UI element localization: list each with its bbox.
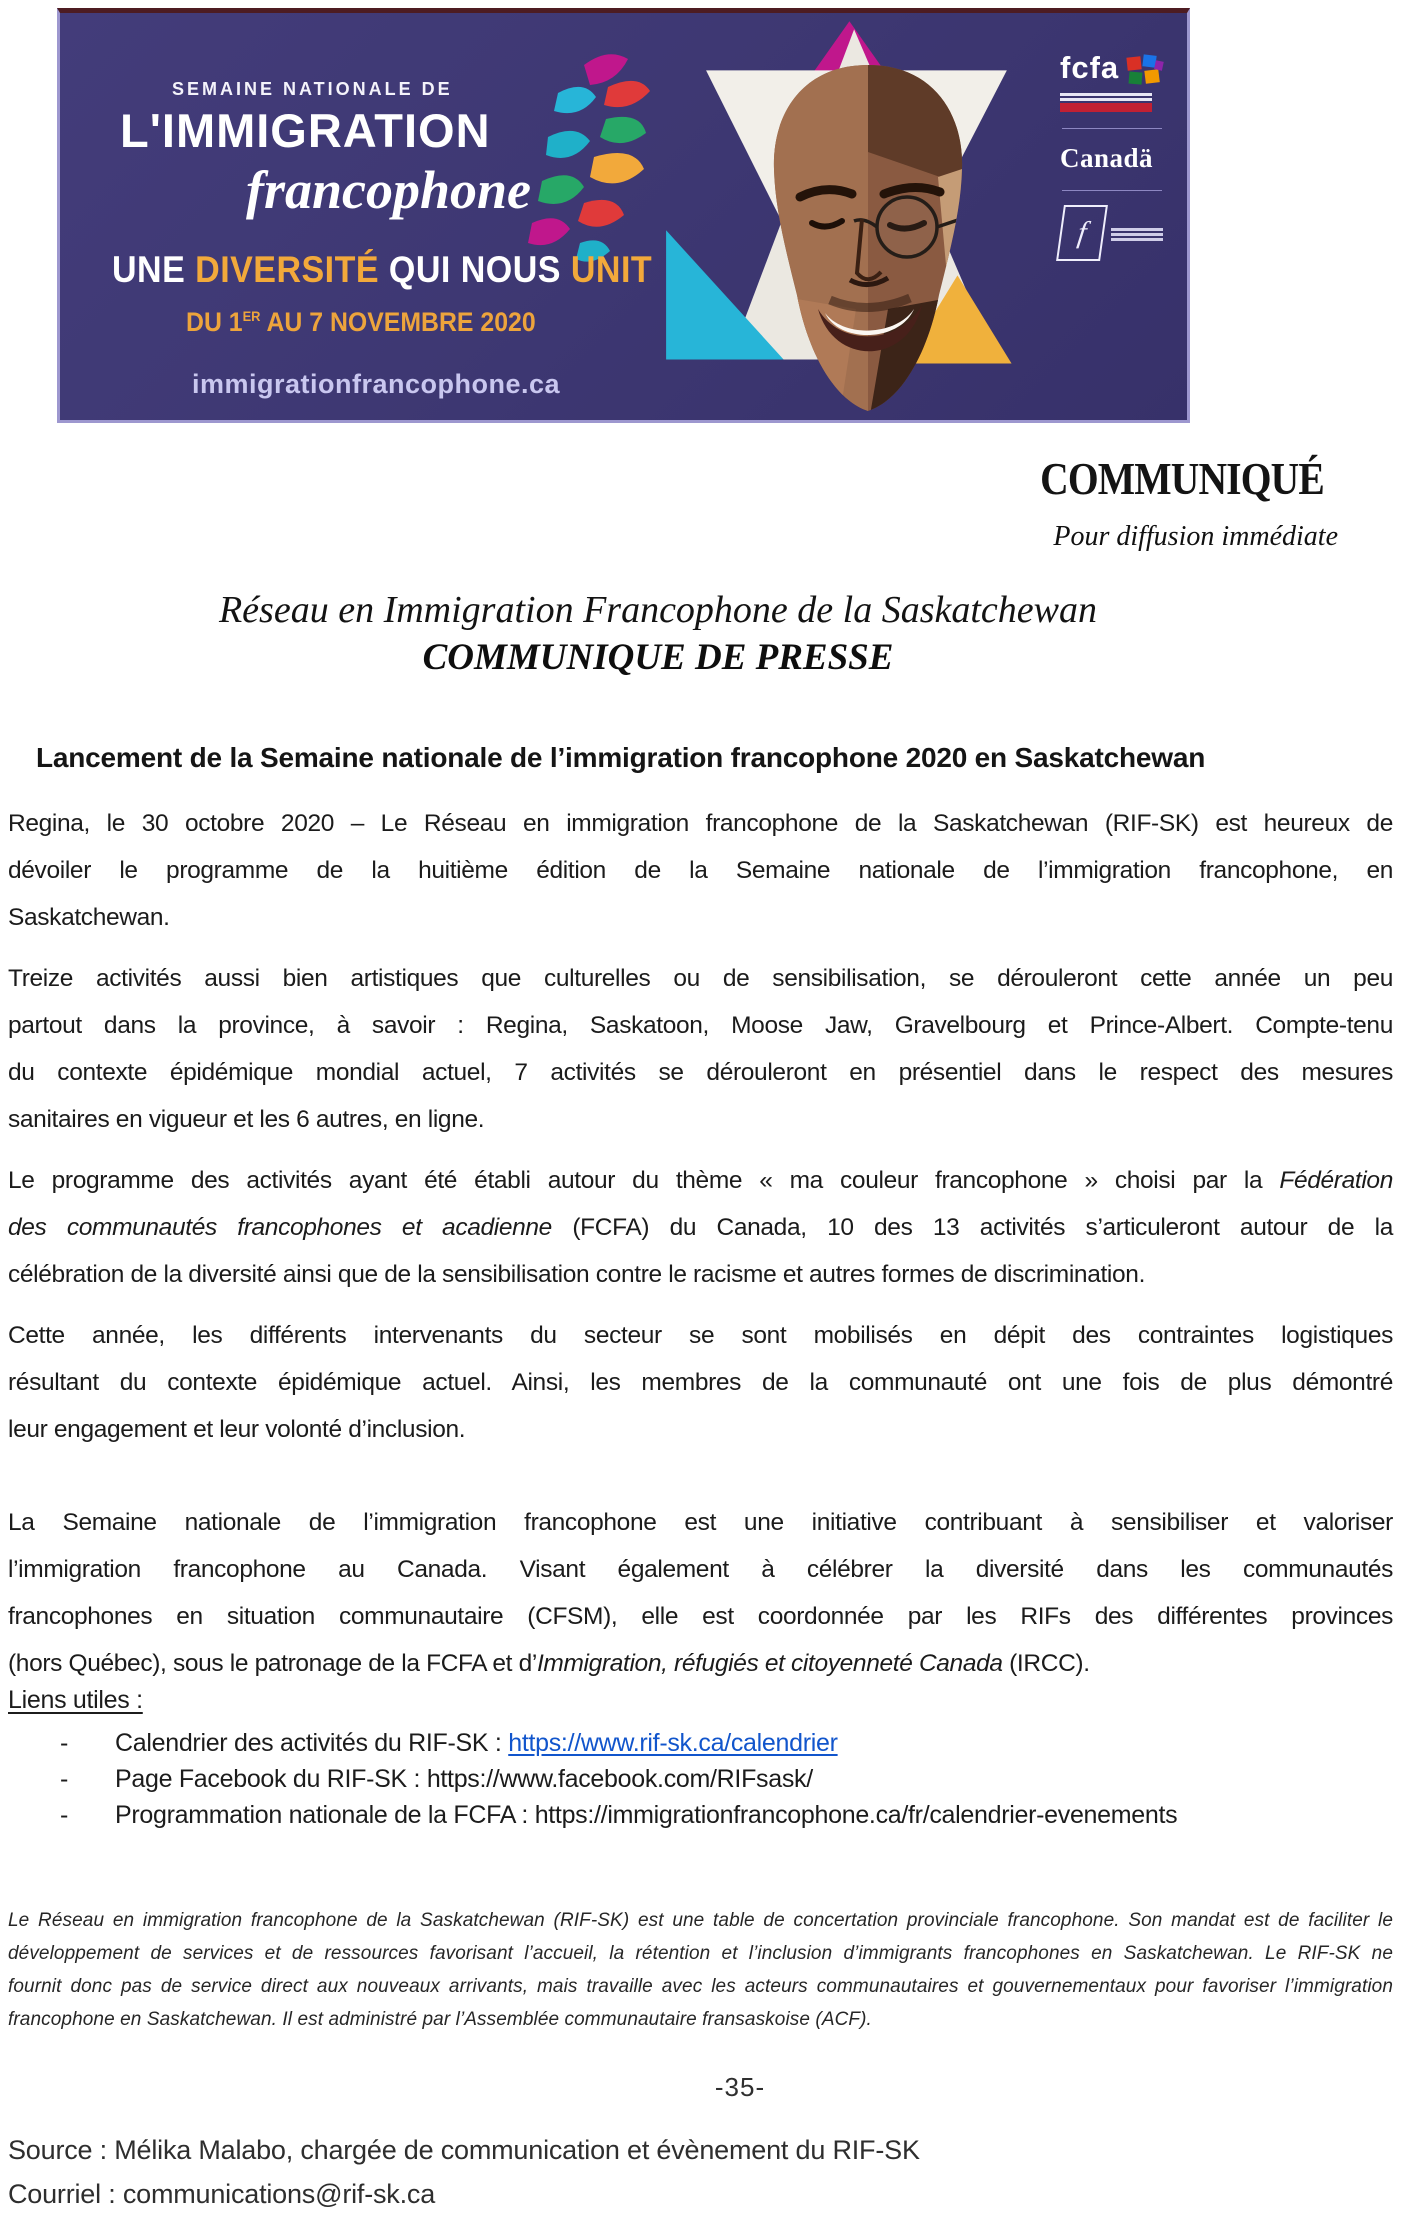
fcfa-wordmark: fcfa bbox=[1060, 50, 1120, 85]
fcfa-logo bbox=[1060, 50, 1185, 89]
release-title: Lancement de la Semaine nationale de l’immigration francophone 2020 en Saskatchewan bbox=[36, 742, 1206, 773]
boilerplate-footnote: Le Réseau en immigration francophone de la Saskatchewan (RIF-SK) est une table de concertation provinciale francophone. Son mandat est de faciliter le développement de services et de ressources favorisant l’accueil, la rétention et l’inclusion d’immigrants francophones en Saskatchewan. Le RIF-SK ne fournit donc pas de service direct aux nouveaux arrivants, mais travaille avec les acteurs communautaires et gouvernementaux pour favoriser l’immigration francophone en Saskatchewan. Il est administré par l’Assemblée communautaire fransaskoise (ACF). bbox=[8, 1910, 1393, 2030]
masthead bbox=[994, 452, 1338, 553]
rif-caption-bars bbox=[1111, 226, 1163, 241]
useful-links-heading: Liens utiles : bbox=[8, 1686, 143, 1714]
smiling-man-photo bbox=[738, 57, 998, 423]
link-item: - Programmation nationale de la FCFA : https://immigrationfrancophone.ca/fr/calendrier-evenements bbox=[60, 1801, 1178, 1829]
body-paragraphs bbox=[8, 800, 1393, 1701]
star-photo-collage bbox=[605, 13, 1075, 423]
paragraph: Regina, le 30 octobre 2020 – Le Réseau en immigration francophone de la Saskatchewan (RIF-SK) est heureux de dévoiler le programme de la huitième édition de la Semaine nationale de l’immigration francophone, en Saskatchewan. bbox=[8, 810, 1393, 931]
logo-divider bbox=[1062, 190, 1162, 191]
contact-block bbox=[8, 2128, 920, 2216]
hyperlink-url[interactable]: https://www.rif-sk.ca/calendrier bbox=[508, 1729, 838, 1757]
press-release-heading: COMMUNIQUE DE PRESSE bbox=[422, 637, 894, 678]
banner-tagline: UNE DIVERSITÉ QUI NOUS UNIT bbox=[112, 249, 653, 290]
canada-wordmark: Canadä bbox=[1060, 143, 1154, 173]
useful-links-list bbox=[8, 1725, 1393, 1833]
paragraph: La Semaine nationale de l’immigration francophone est une initiative contribuant à sensibiliser et valoriser l’immigration francophone au Canada. Visant également à célébrer la diversité dans les communautés francophones en situation communautaire (CFSM), elle est coordonnée par les RIFs des différentes provinces (hors Québec), sous le patronage de la FCFA et d’Immigration, réfugiés et citoyenneté Canada (IRCC). bbox=[8, 1509, 1393, 1677]
logo-divider bbox=[1062, 128, 1162, 129]
partner-logos bbox=[1060, 50, 1185, 261]
page-number: -35- bbox=[714, 2072, 766, 2102]
paragraph: Cette année, les différents intervenants du secteur se sont mobilisés en dépit des contraintes logistiques résultant du contexte épidémique actuel. Ainsi, les membres de la communauté ont une fois de plus démontré leur engagement et leur volonté d’inclusion. bbox=[8, 1322, 1393, 1443]
link-label: Programmation nationale de la FCFA : bbox=[115, 1801, 535, 1829]
useful-links-section bbox=[8, 1686, 1393, 1833]
link-item: - Calendrier des activités du RIF-SK : https://www.rif-sk.ca/calendrier bbox=[60, 1729, 838, 1757]
event-banner bbox=[57, 8, 1190, 423]
banner-title: L'IMMIGRATION bbox=[120, 104, 491, 157]
link-item: - Page Facebook du RIF-SK : https://www.facebook.com/RIFsask/ bbox=[60, 1765, 813, 1793]
rif-f-icon: f bbox=[1056, 205, 1108, 261]
banner-subtitle: francophone bbox=[246, 160, 532, 220]
banner-website: immigrationfrancophone.ca bbox=[192, 369, 561, 399]
plain-url: https://www.facebook.com/RIFsask/ bbox=[426, 1765, 813, 1793]
source-line: Source : Mélika Malabo, chargée de communication et évènement du RIF-SK bbox=[8, 2135, 920, 2165]
diffusion-tagline: Pour diffusion immédiate bbox=[1053, 521, 1338, 552]
banner-dates: DU 1ER AU 7 NOVEMBRE 2020 bbox=[186, 307, 536, 337]
paragraph: Treize activités aussi bien artistiques que culturelles ou de sensibilisation, se dérouleront cette année un peu partout dans la province, à savoir : Regina, Saskatoon, Moose Jaw, Gravelbourg et Prince-Albert. Compte-tenu du contexte épidémique mondial actuel, 7 activités se dérouleront en présentiel dans le respect des mesures sanitaires en vigueur et les 6 autres, en ligne. bbox=[8, 965, 1393, 1133]
email-line: Courriel : communications@rif-sk.ca bbox=[8, 2179, 436, 2209]
link-label: Calendrier des activités du RIF-SK : bbox=[115, 1729, 509, 1757]
plain-url: https://immigrationfrancophone.ca/fr/calendrier-evenements bbox=[534, 1801, 1178, 1829]
communique-label: COMMUNIQUÉ bbox=[1040, 453, 1324, 504]
paragraph: Le programme des activités ayant été établi autour du thème « ma couleur francophone » choisi par la Fédération des communautés francophones et acadienne (FCFA) du Canada, 10 des 13 activités s’articuleront autour de la célébration de la diversité ainsi que de la sensibilisation contre le racisme et autres formes de discrimination. bbox=[8, 1167, 1393, 1288]
organization-heading: Réseau en Immigration Francophone de la Saskatchewan bbox=[218, 589, 1098, 631]
link-label: Page Facebook du RIF-SK : bbox=[115, 1765, 427, 1793]
rif-logo bbox=[1060, 205, 1185, 261]
fcfa-caption-bars bbox=[1060, 93, 1185, 112]
fcfa-mosaic-icon bbox=[1125, 53, 1165, 89]
banner-kicker: SEMAINE NATIONALE DE bbox=[172, 79, 453, 99]
